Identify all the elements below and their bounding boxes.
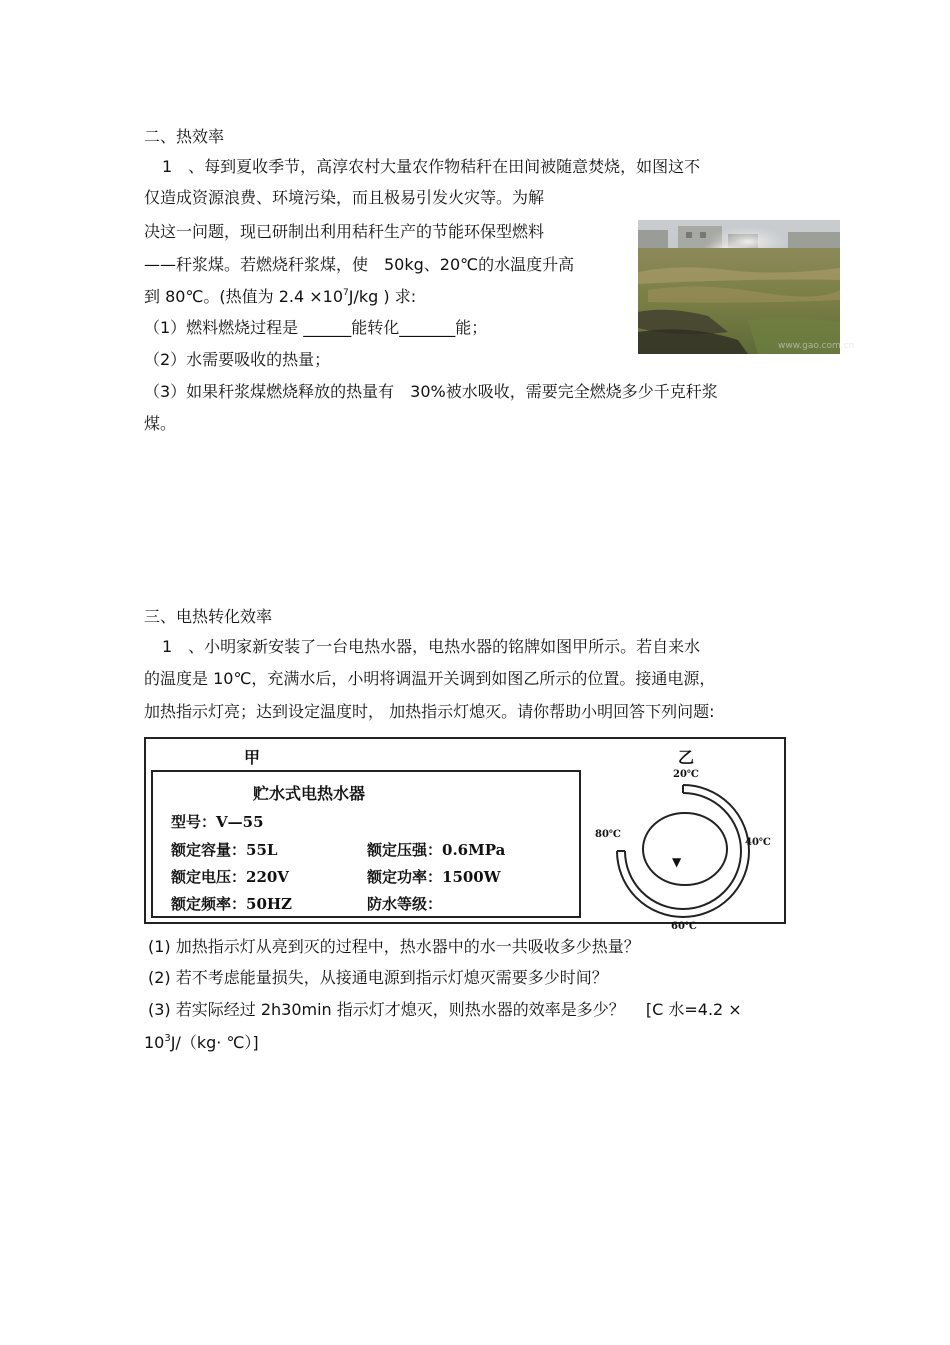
section-3-title: 三、电热转化效率 — [144, 607, 273, 626]
question-3-line-2 — [144, 1033, 259, 1053]
paragraph-line-3: 决这一问题，现已研制出利用秸秆生产的节能环保型燃料 — [144, 222, 545, 241]
field-burning-photo — [638, 220, 855, 354]
paragraph-line-5 — [144, 287, 416, 307]
nameplate — [151, 770, 581, 918]
base-ten: 10 — [144, 1033, 165, 1052]
section-2-title: 二、热效率 — [144, 127, 225, 146]
paragraph-line-4: ——秆浆煤。若燃烧秆浆煤，使 50kg、20℃的水温度升高 — [144, 255, 575, 274]
question-2: (2) 若不考虑能量损失，从接通电源到指示灯熄灭需要多少时间？ — [148, 968, 608, 987]
paragraph-line-1: 1 、每到夏收季节，高淳农村大量农作物秸秆在田间被随意焚烧，如图这不 — [162, 157, 701, 176]
nameplate-power: 额定功率：1500W — [367, 868, 501, 886]
paragraph-line-2: 仅造成资源浪费、环境污染，而且极易引发火灾等。为解 — [144, 188, 545, 207]
figure-label-jia: 甲 — [244, 748, 261, 767]
nameplate-capacity: 额定容量：55L — [171, 841, 278, 859]
paragraph-line-3: 加热指示灯亮；达到设定温度时， 加热指示灯熄灭。请你帮助小明回答下列问题: — [144, 702, 715, 721]
nameplate-waterproof: 防水等级： — [367, 895, 443, 913]
line-5-after: J/kg ) 求: — [348, 287, 417, 306]
nameplate-title: 贮水式电热水器 — [253, 784, 366, 803]
paragraph-line-2: 的温度是 10℃，充满水后，小明将调温开关调到如图乙所示的位置。接通电源， — [144, 669, 716, 688]
question-2: （2）水需要吸收的热量； — [144, 350, 331, 369]
dial-label-80: 80℃ — [595, 829, 621, 840]
line-5-before: 到 80℃。(热值为 2.4 ×10 — [144, 287, 344, 306]
question-3-line-1: （3）如果秆浆煤燃烧释放的热量有 30%被水吸收，需要完全燃烧多少千克秆浆 — [144, 382, 718, 401]
nameplate-model: 型号：V—55 — [171, 813, 264, 831]
exponent: 7 — [343, 288, 349, 298]
dial-pointer-icon: ▼ — [672, 855, 682, 869]
question-1: （1）燃料燃烧过程是 ______能转化_______能； — [144, 318, 488, 337]
temperature-dial — [595, 769, 781, 932]
question-3-line-2: 煤。 — [144, 414, 177, 433]
nameplate-frequency: 额定频率：50HZ — [171, 895, 292, 913]
nameplate-voltage: 额定电压：220V — [171, 868, 289, 886]
paragraph-line-1: 1 、小明家新安装了一台电热水器，电热水器的铭牌如图甲所示。若自来水 — [162, 637, 701, 656]
dial-label-60: 60℃ — [671, 921, 697, 932]
svg-text:www.gao.com.cn: www.gao.com.cn — [778, 341, 855, 351]
question-1: (1) 加热指示灯从亮到灭的过程中，热水器中的水一共吸收多少热量？ — [148, 937, 640, 956]
dial-label-20: 20℃ — [673, 769, 699, 780]
exponent: 3 — [164, 1033, 171, 1044]
question-3-line-1: (3) 若实际经过 2h30min 指示灯才熄灭，则热水器的效率是多少？ [C 水=4.2 × — [148, 1000, 742, 1019]
unit-text: J/（kg· ℃）] — [170, 1033, 259, 1052]
figure-label-yi: 乙 — [678, 748, 695, 767]
nameplate-pressure: 额定压强：0.6MPa — [367, 841, 506, 859]
dial-label-40: 40℃ — [745, 837, 771, 848]
water-heater-figure — [144, 737, 786, 932]
